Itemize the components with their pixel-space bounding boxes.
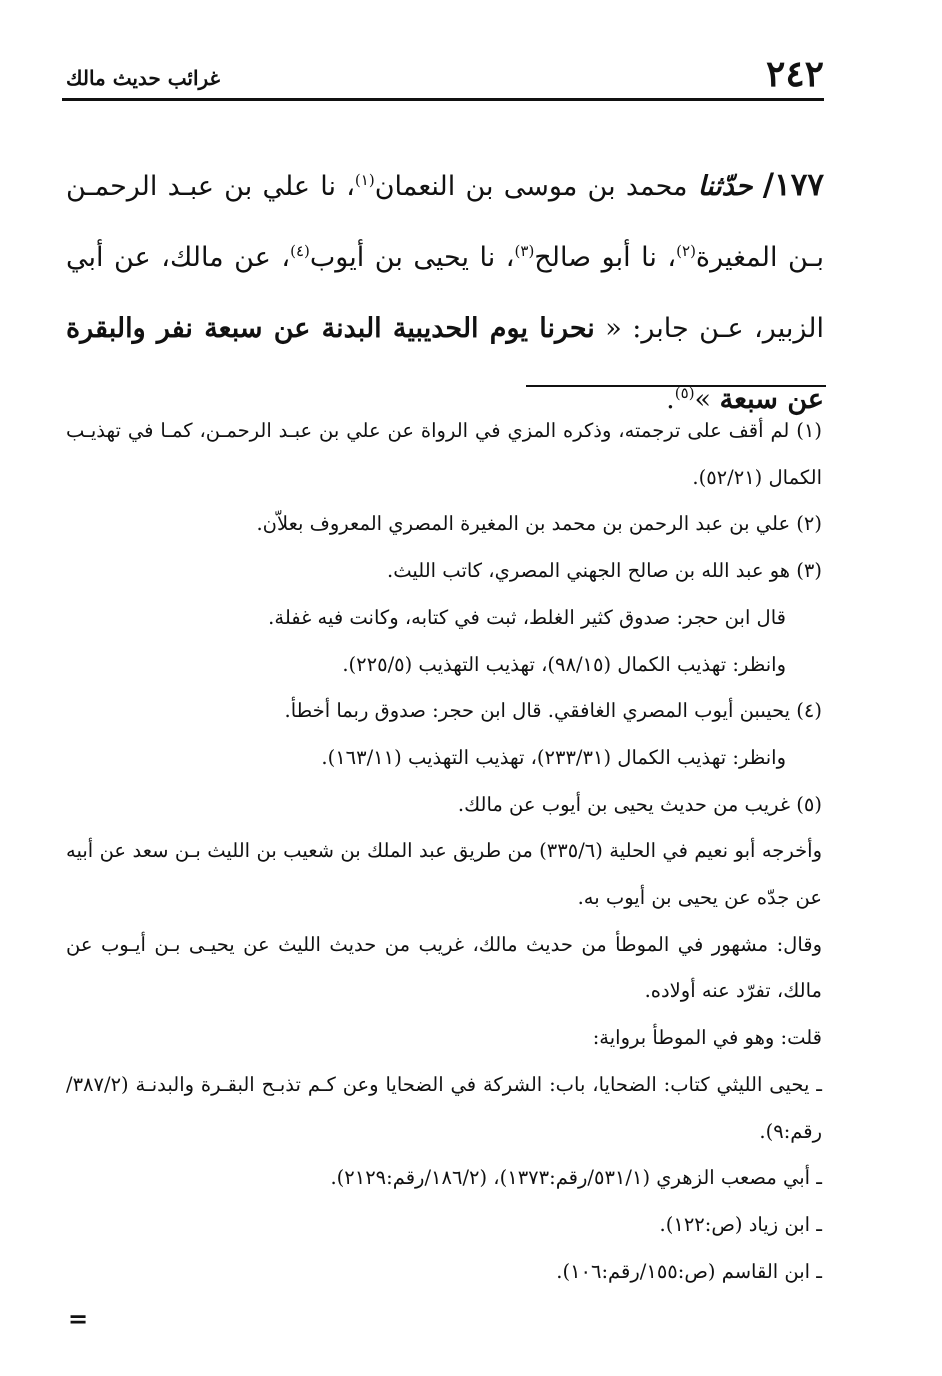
footnote: (٢) علي بن عبد الرحمن بن محمد بن المغيرة المصري المعروف بعلاّن. bbox=[256, 512, 822, 536]
quote-close: » bbox=[694, 384, 720, 415]
footnote-continuation: قال ابن حجر: صدوق كثير الغلط، ثبت في كتابه، وكانت فيه غفلة. bbox=[268, 605, 786, 629]
hadith-text bbox=[66, 150, 824, 435]
footnote: (٥) غريب من حديث يحيى بن أيوب عن مالك. bbox=[457, 792, 822, 816]
footnote: (١) لم أقف على ترجمته، وذكره المزي في الرواة عن علي بن عبـد الرحمـن، كمـا في تهذيـب الكمال (٥٢/٢١). bbox=[66, 419, 822, 489]
footnote-continuation: قلت: وهو في الموطأ برواية: bbox=[592, 1026, 822, 1050]
continuation-mark: = bbox=[68, 1304, 89, 1333]
hadith-number: ١٧٧/ bbox=[762, 167, 825, 203]
isnad-segment: محمد بن موسى بن النعمان bbox=[374, 171, 698, 202]
book-title: غرائب حديث مالك bbox=[66, 66, 221, 90]
footnote-ref: (٥) bbox=[674, 384, 695, 402]
footnote-ref: (٤) bbox=[290, 242, 310, 260]
footnote: (٤) يحيىبن أيوب المصري الغافقي. قال ابن حجر: صدوق ربما أخطأ. bbox=[284, 699, 822, 723]
isnad-segment: ، عن مالك، عن أبي الزبير، عـن جابر: « bbox=[66, 242, 824, 344]
hadith-matn: نحرنا يوم الحديبية البدنة عن سبعة نفر والبقرة عن سبعة bbox=[66, 313, 824, 415]
footnote-list-item: ـ يحيى الليثي كتاب: الضحايا، باب: الشركة في الضحايا وعن كـم تذبـح البقـرة والبدنـة (٣٨٧/٢/رقم:٩). bbox=[66, 1072, 822, 1143]
running-header bbox=[62, 54, 824, 101]
footnote-continuation: وقال: مشهور في الموطأ من حديث مالك، غريب من حديث الليث عن يحيـى بـن أيـوب عن مالك، تفرّد عنه أولاده. bbox=[66, 932, 822, 1003]
footnote-ref: (١) bbox=[354, 171, 375, 189]
isnad-segment: ، نا أبو صالح bbox=[534, 242, 677, 273]
footnote-continuation: وانظر: تهذيب الكمال (٩٨/١٥)، تهذيب التهذيب (٢٢٥/٥). bbox=[342, 652, 786, 676]
hadith-transmission-verb: حدّثنا bbox=[697, 171, 753, 202]
isnad-segment: ، نا يحيى بن أيوب bbox=[309, 242, 515, 273]
footnote-separator bbox=[526, 385, 826, 387]
footnote-list-item: ـ أبي مصعب الزهري (٥٣١/١/رقم:١٣٧٣)، (١٨٦/٢/رقم:٢١٢٩). bbox=[330, 1166, 822, 1190]
footnotes bbox=[66, 408, 822, 1295]
footnote-continuation: وأخرجه أبو نعيم في الحلية (٣٣٥/٦) من طريق عبد الملك بن شعيب بن الليث بـن سعد عن أبيه عن جدّه عن يحيى بن أيوب به. bbox=[66, 839, 822, 910]
footnote-list-item: ـ ابن زياد (ص:١٢٢). bbox=[659, 1212, 822, 1236]
isnad-segment: ، نا علي بن عبـد الرحمـن بـن المغيرة bbox=[66, 171, 824, 273]
footnote-list-item: ـ ابن القاسم (ص:١٥٥/رقم:١٠٦). bbox=[556, 1259, 822, 1283]
footnote-continuation: وانظر: تهذيب الكمال (٢٣٣/٣١)، تهذيب التهذيب (١٦٣/١١). bbox=[321, 745, 786, 769]
sentence-end: . bbox=[666, 384, 675, 415]
footnote-ref: (٢) bbox=[676, 242, 696, 260]
page-number: ٢٤٢ bbox=[765, 53, 824, 95]
footnote-ref: (٣) bbox=[514, 242, 535, 260]
footnote: (٣) هو عبد الله بن صالح الجهني المصري، كاتب الليث. bbox=[387, 559, 822, 583]
